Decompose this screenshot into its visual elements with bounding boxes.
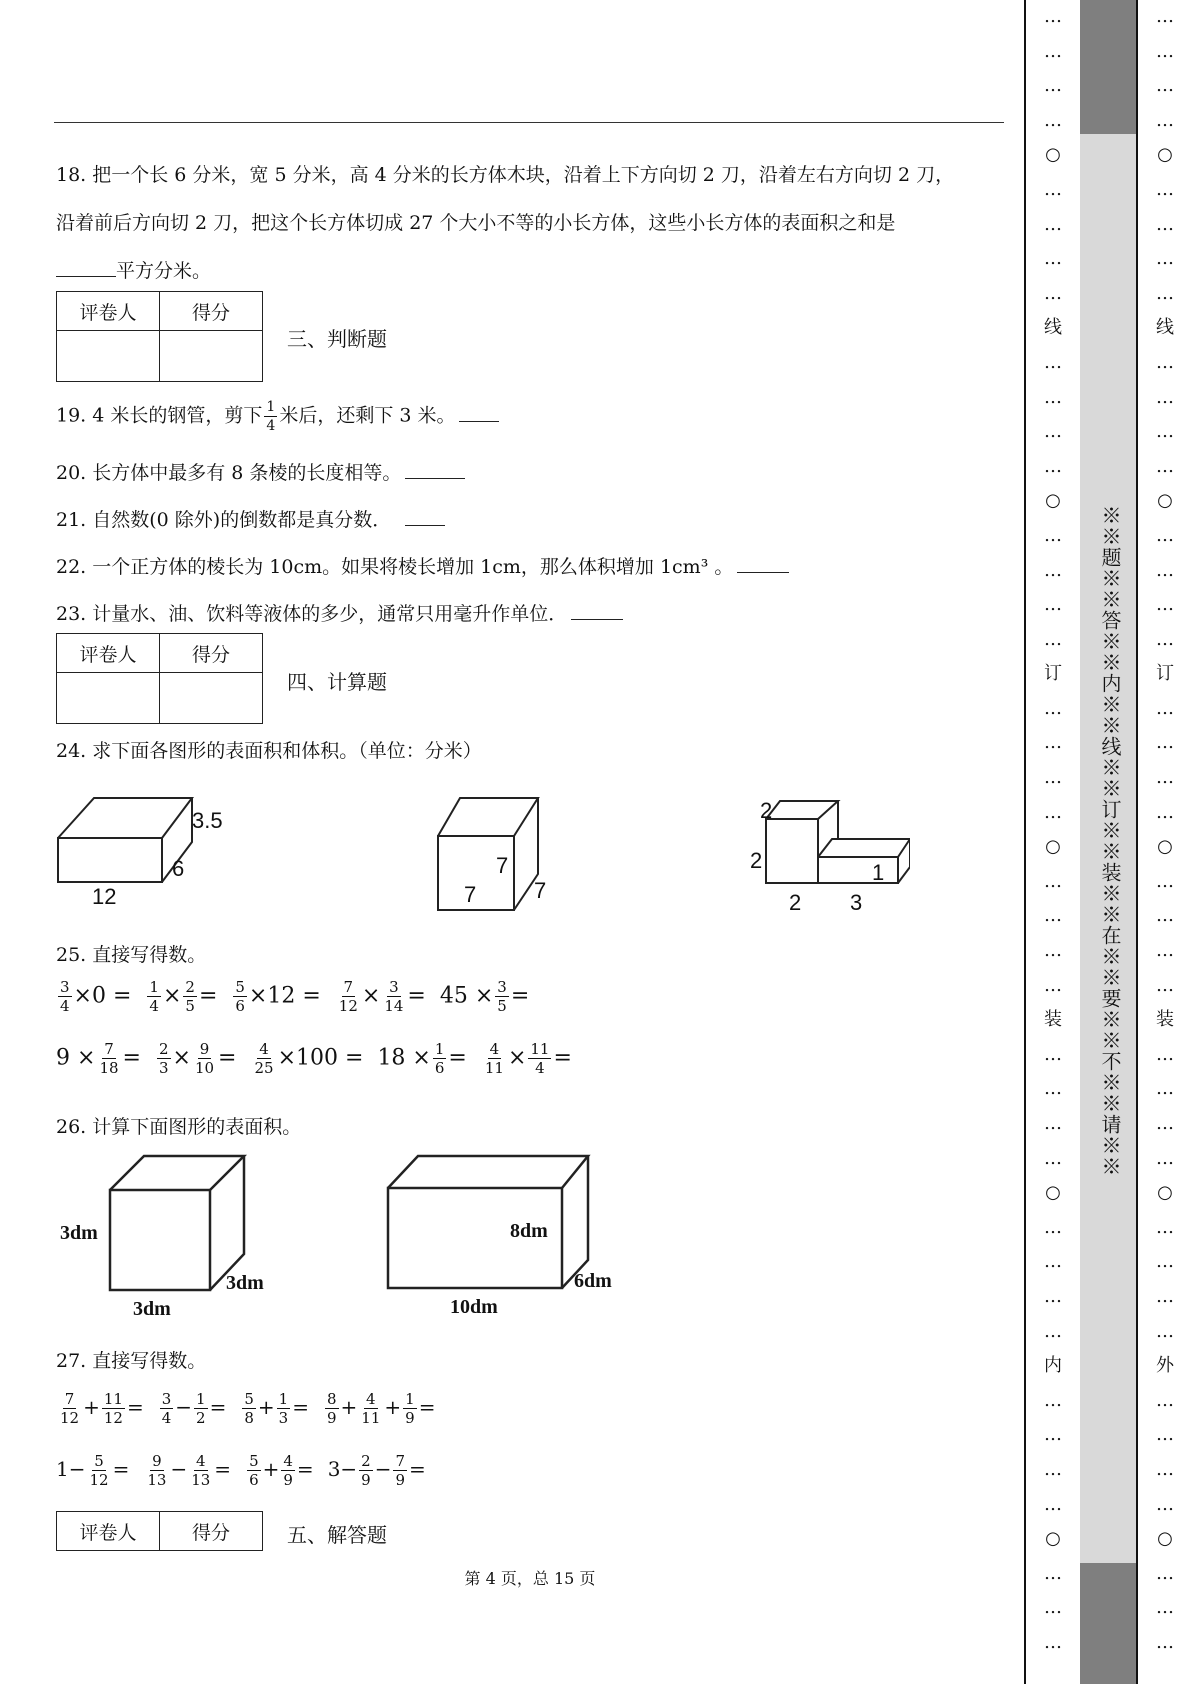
q20: 20. 长方体中最多有 8 条棱的长度相等。 (56, 458, 465, 485)
binding-dots: … (1156, 1043, 1174, 1065)
math-expression: $\frac{1}{4}$ × $\frac{2}{5}$ = (149, 978, 218, 1015)
binding-dots: … (1156, 801, 1174, 823)
reviewer-header: 评卷人 (57, 292, 160, 331)
binding-dots: … (1156, 75, 1174, 97)
math-expression: $\frac{2}{3}$ × $\frac{9}{10}$ = (158, 1040, 237, 1077)
cube-bottom-label: 3dm (133, 1298, 171, 1320)
binding-label: 装 (1156, 1009, 1174, 1031)
answer-blank[interactable] (405, 525, 445, 526)
fraction: $\frac{7}{18}$ (99, 1040, 119, 1077)
math-expression: 18 × $\frac{1}{6}$ = (377, 1040, 467, 1077)
binding-dots: … (1044, 905, 1062, 927)
binding-dots: … (1156, 594, 1174, 616)
binding-dots: … (1044, 697, 1062, 719)
q25-row-1 (56, 978, 543, 1015)
math-expression: $\frac{7}{12}$ + $\frac{11}{12}$ = (60, 1390, 144, 1427)
binding-circle: ○ (1045, 144, 1061, 166)
binding-dots: … (1044, 594, 1062, 616)
binding-dots: … (1156, 697, 1174, 719)
binding-dots: … (1044, 1113, 1062, 1134)
binding-circle: ○ (1157, 1528, 1173, 1550)
binding-dots: … (1044, 1147, 1062, 1169)
reviewer-header: 评卷人 (57, 634, 160, 673)
box1-length-label: 12 (92, 884, 117, 909)
binding-dots: … (1044, 1285, 1062, 1307)
score-table (56, 1511, 263, 1551)
binding-dots: … (1044, 732, 1062, 754)
binding-dots: … (1156, 178, 1174, 200)
q18-line1: 18. 把一个长 6 分米，宽 5 分米，高 4 分米的长方体木块，沿着上下方向切 2 刀，沿着左右方向切 2 刀， (56, 164, 955, 186)
score-header: 得分 (160, 634, 263, 673)
fraction: $\frac{2}{9}$ (361, 1452, 371, 1489)
section-title-answer: 五、解答题 (287, 1523, 387, 1547)
binding-circle: ○ (1045, 1528, 1061, 1550)
fraction: $\frac{4}{9}$ (283, 1452, 293, 1489)
header-rule (54, 122, 1004, 123)
binding-dots: … (1156, 1389, 1174, 1411)
binding-dots: … (1156, 940, 1174, 962)
solid-top-label: 2 (760, 798, 773, 823)
binding-dots: … (1044, 248, 1062, 270)
fraction: $\frac{5}{12}$ (89, 1452, 109, 1489)
binding-circle: ○ (1045, 1182, 1061, 1204)
binding-label: 内 (1044, 1355, 1062, 1377)
binding-dots: … (1156, 1562, 1174, 1584)
binding-label: 订 (1156, 663, 1174, 685)
binding-dots: … (1044, 178, 1062, 200)
cuboid-height-label: 8dm (510, 1220, 548, 1242)
score-header: 得分 (160, 1512, 263, 1551)
binding-circle: ○ (1045, 836, 1061, 858)
q26: 26. 计算下面图形的表面积。 (56, 1116, 302, 1138)
binding-dots: … (1044, 1251, 1062, 1273)
math-expression: $\frac{3}{4}$ − $\frac{1}{2}$ = (161, 1390, 227, 1427)
fraction: $\frac{3}{4}$ (60, 978, 70, 1015)
q18-line3: 平方分米。 (56, 256, 211, 283)
binding-dots: … (1156, 351, 1174, 373)
binding-dots: … (1044, 455, 1062, 477)
math-expression: $\frac{5}{6}$ ×12 = (235, 978, 321, 1015)
math-expression: 1− $\frac{5}{12}$ = (56, 1452, 130, 1489)
binding-dots: … (1156, 1597, 1174, 1619)
fraction: $\frac{8}{9}$ (326, 1390, 337, 1427)
fraction: $\frac{7}{12}$ (338, 978, 358, 1015)
binding-dots: … (1156, 248, 1174, 270)
binding-dots: … (1044, 801, 1062, 823)
binding-outer-column (1136, 0, 1191, 1684)
binding-dots: … (1044, 767, 1062, 789)
binding-dots: … (1156, 1458, 1174, 1480)
q21: 21. 自然数(0 除外)的倒数都是真分数． (56, 505, 445, 532)
binding-dots: … (1156, 559, 1174, 581)
binding-label: 订 (1044, 663, 1062, 685)
math-expression: 9 × $\frac{7}{18}$ = (56, 1040, 141, 1077)
solid-bottom-label-2: 3 (850, 890, 863, 915)
binding-dots: … (1156, 767, 1174, 789)
math-expression: 3− $\frac{2}{9}$ − $\frac{7}{9}$ = (327, 1452, 426, 1489)
binding-dots: … (1044, 1043, 1062, 1065)
q27-row-2 (56, 1452, 440, 1489)
answer-blank[interactable] (56, 276, 116, 277)
binding-circle: ○ (1157, 1182, 1173, 1204)
binding-dots: … (1156, 213, 1174, 235)
math-expression: $\frac{7}{12}$ × $\frac{3}{14}$ = (338, 978, 426, 1015)
cube-right-label: 3dm (226, 1272, 264, 1294)
binding-dots: … (1156, 40, 1174, 62)
answer-blank[interactable] (571, 619, 623, 620)
binding-dots: … (1044, 1493, 1062, 1515)
fraction: $\frac{9}{10}$ (194, 1040, 215, 1077)
q25-row-2 (56, 1040, 586, 1077)
math-expression: $\frac{9}{13}$ − $\frac{4}{13}$ = (147, 1452, 232, 1489)
score-table (56, 633, 263, 724)
binding-dark-top (1080, 0, 1136, 134)
math-expression: $\frac{5}{6}$ + $\frac{4}{9}$ = (249, 1452, 314, 1489)
binding-dots: … (1044, 386, 1062, 408)
binding-dots: … (1156, 1216, 1174, 1238)
fraction: $\frac{1}{6}$ (434, 1040, 445, 1077)
binding-dark-bottom (1080, 1563, 1136, 1684)
binding-circle: ○ (1157, 836, 1173, 858)
q27-row-1 (56, 1390, 449, 1427)
binding-dots: … (1156, 524, 1174, 546)
binding-dots: … (1156, 905, 1174, 927)
binding-dots: … (1044, 75, 1062, 97)
answer-blank[interactable] (737, 572, 789, 573)
fraction: $\frac{2}{5}$ (185, 978, 195, 1015)
cuboid-width-label: 6dm (574, 1270, 612, 1292)
binding-dots: … (1156, 1285, 1174, 1307)
binding-dots: … (1044, 1078, 1062, 1100)
binding-circle: ○ (1157, 490, 1173, 512)
cube-left-label: 3dm (60, 1222, 98, 1244)
reviewer-cell[interactable] (57, 673, 160, 724)
binding-dots: … (1044, 1320, 1062, 1342)
math-expression: $\frac{5}{8}$ + $\frac{1}{3}$ = (244, 1390, 309, 1427)
binding-dots: … (1156, 628, 1174, 650)
binding-label: 装 (1044, 1009, 1062, 1031)
binding-dots: … (1156, 6, 1174, 27)
math-expression: $\frac{3}{4}$ ×0 = (60, 978, 132, 1015)
binding-dots: … (1156, 1251, 1174, 1273)
fraction: $\frac{9}{13}$ (147, 1452, 167, 1489)
combined-solid-figure (760, 795, 910, 895)
binding-dots: … (1156, 732, 1174, 754)
fraction: $\frac{11}{4}$ (530, 1040, 550, 1077)
binding-label: 线 (1044, 317, 1062, 339)
binding-dots: … (1044, 1424, 1062, 1446)
section-title-judgment: 三、判断题 (287, 327, 387, 351)
q24: 24. 求下面各图形的表面积和体积。（单位：分米） (56, 740, 482, 762)
binding-label: 外 (1156, 1355, 1174, 1377)
q18-line2: 沿着前后方向切 2 刀，把这个长方体切成 27 个大小不等的小长方体，这些小长方体的表面积之和是 (56, 212, 896, 234)
fraction: $\frac{7}{9}$ (395, 1452, 406, 1489)
binding-dots: … (1156, 455, 1174, 477)
binding-dots: … (1156, 386, 1174, 408)
reviewer-cell[interactable] (57, 331, 160, 382)
binding-dots: … (1044, 524, 1062, 546)
math-expression: 45 × $\frac{3}{5}$ = (439, 978, 530, 1015)
binding-dots: … (1044, 40, 1062, 62)
fraction: $\frac{1}{4}$ (149, 978, 159, 1015)
binding-dots: … (1156, 1078, 1174, 1100)
binding-dots: … (1044, 628, 1062, 650)
fraction: $\frac{5}{6}$ (249, 1452, 259, 1489)
fraction: $\frac{4}{13}$ (191, 1452, 211, 1489)
binding-dots: … (1044, 421, 1062, 443)
binding-dots: … (1044, 1562, 1062, 1584)
binding-dots: … (1156, 1320, 1174, 1342)
binding-dots: … (1044, 940, 1062, 962)
box1-width-label: 6 (172, 856, 185, 881)
fraction: $\frac{5}{8}$ (244, 1390, 254, 1427)
section-title-calculation: 四、计算题 (287, 670, 387, 694)
binding-dots: … (1156, 1424, 1174, 1446)
math-expression: $\frac{4}{11}$ × $\frac{11}{4}$ = (484, 1040, 572, 1077)
binding-dots: … (1044, 1631, 1062, 1653)
q25: 25. 直接写得数。 (56, 944, 207, 966)
binding-circle: ○ (1045, 490, 1061, 512)
score-header: 得分 (160, 292, 263, 331)
fraction: $\frac{11}{12}$ (103, 1390, 123, 1427)
binding-dots: … (1044, 1597, 1062, 1619)
binding-label: 线 (1156, 317, 1174, 339)
score-cell[interactable] (160, 331, 263, 382)
binding-dots: … (1044, 351, 1062, 373)
binding-inner-column (1024, 0, 1082, 1684)
fraction: $\frac{4}{11}$ (361, 1390, 381, 1427)
fraction: $\frac{1}{9}$ (405, 1390, 415, 1427)
fraction: $\frac{3}{5}$ (497, 978, 507, 1015)
fraction: $\frac{1}{3}$ (278, 1390, 289, 1427)
binding-dots: … (1044, 282, 1062, 304)
fraction: $\frac{3}{4}$ (161, 1390, 172, 1427)
fraction: $\frac{2}{3}$ (158, 1040, 169, 1077)
binding-dots: … (1044, 6, 1062, 27)
answer-blank[interactable] (405, 478, 465, 479)
binding-dots: … (1044, 213, 1062, 235)
fraction: $\frac{7}{12}$ (60, 1390, 80, 1427)
fraction: $\frac{1}{2}$ (196, 1390, 206, 1427)
solid-step-label: 1 (872, 860, 885, 885)
score-table (56, 291, 263, 382)
cuboid-length-label: 10dm (450, 1296, 498, 1318)
binding-dots: … (1044, 109, 1062, 131)
fraction: $\frac{4}{11}$ (484, 1040, 504, 1077)
binding-dots: … (1156, 1113, 1174, 1134)
binding-dots: … (1156, 1147, 1174, 1169)
q22: 22. 一个正方体的棱长为 10cm。如果将棱长增加 1cm，那么体积增加 1cm³ 。 (56, 552, 789, 579)
cuboid-figure-2 (380, 1150, 600, 1300)
cube-edge-label-3: 7 (534, 878, 547, 903)
binding-dots: … (1156, 1631, 1174, 1653)
q19: 19. 4 米长的钢管，剪下 $\frac{1}{4}$ 米后，还剩下 3 米。 (56, 398, 499, 435)
q27: 27. 直接写得数。 (56, 1350, 207, 1372)
binding-dots: … (1156, 109, 1174, 131)
binding-dots: … (1156, 421, 1174, 443)
binding-dots: … (1156, 870, 1174, 892)
binding-circle: ○ (1157, 144, 1173, 166)
binding-dots: … (1044, 1216, 1062, 1238)
math-expression: $\frac{4}{25}$ ×100 = (254, 1040, 364, 1077)
box1-height-label: 3.5 (192, 808, 223, 833)
binding-dots: … (1156, 282, 1174, 304)
binding-dots: … (1044, 1458, 1062, 1480)
binding-dots: … (1156, 1493, 1174, 1515)
score-cell[interactable] (160, 673, 263, 724)
binding-dots: … (1156, 974, 1174, 996)
fraction: $\frac{5}{6}$ (235, 978, 245, 1015)
solid-bottom-label-1: 2 (789, 890, 802, 915)
binding-dots: … (1044, 974, 1062, 996)
fraction: $\frac{4}{25}$ (254, 1040, 274, 1077)
solid-height-label: 2 (750, 848, 763, 873)
q23: 23. 计量水、油、饮料等液体的多少，通常只用毫升作单位． (56, 599, 623, 626)
cube-edge-label-2: 7 (464, 882, 477, 907)
fraction: $\frac{3}{14}$ (384, 978, 404, 1015)
math-expression: $\frac{8}{9}$ + $\frac{4}{11}$ + $\frac{1}{9}$ = (326, 1390, 436, 1427)
binding-warning-text: ※※题※※答※※内※※线※※订※※装※※在※※要※※不※※请※※ (1098, 505, 1122, 1177)
binding-dots: … (1044, 1389, 1062, 1411)
cube-edge-label-1: 7 (496, 853, 509, 878)
reviewer-header: 评卷人 (57, 1512, 160, 1551)
page-footer: 第 4 页，总 15 页 (464, 1569, 596, 1588)
binding-dots: … (1044, 870, 1062, 892)
answer-blank[interactable] (459, 421, 499, 422)
binding-dots: … (1044, 559, 1062, 581)
